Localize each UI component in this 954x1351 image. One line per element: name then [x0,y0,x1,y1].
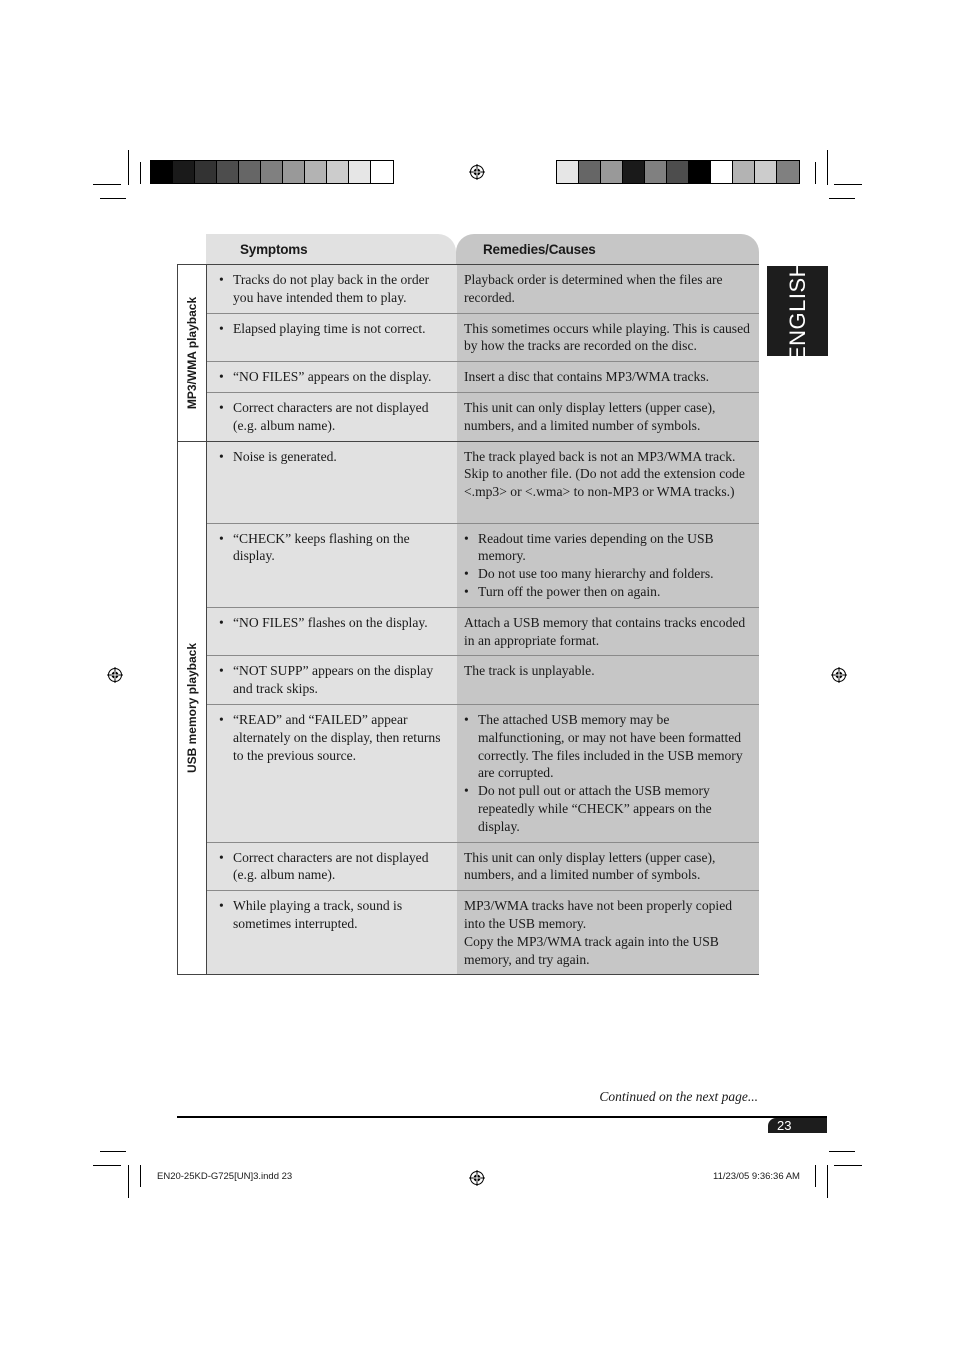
bullet-icon: • [464,566,469,582]
color-bar-icon [556,160,800,184]
table-row [207,314,759,363]
remedy-text: Attach a USB memory that contains tracks encoded in an appropriate format. [464,614,746,648]
bullet-icon: • [464,783,469,799]
remedy-text: The track played back is not an MP3/WMA track. Skip to another file. (Do not add the extension code <.mp3> or <.wma> to non-MP3 or WMA tracks.) [464,448,745,500]
language-tab-label: ENGLISH [784,260,810,362]
color-swatch [601,161,623,183]
section-label-text: USB memory playback [185,642,199,773]
color-swatch [667,161,689,183]
color-swatch [777,161,799,183]
symptom-text: Elapsed playing time is not correct. [233,320,426,336]
symptom [219,320,449,338]
symptom [219,448,449,466]
color-swatch [557,161,579,183]
remedy-text: Insert a disc that contains MP3/WMA tracks. [464,369,710,385]
section-label [178,265,207,441]
symptom-cell [207,314,457,362]
remedy-bullet [464,565,753,583]
remedy-cell [457,843,759,891]
remedy-bullet-text: The attached USB memory may be malfunctioning, or may not have been formatted correctly. The files included in the USB memory are corrupted. [478,711,743,781]
remedy-bullet [464,583,753,601]
footer-rule [177,1116,827,1118]
table-row [207,265,759,314]
symptom [219,662,449,698]
remedy-text: The track is unplayable. [464,663,595,679]
symptom [219,614,449,632]
remedy-cell [457,608,759,656]
remedy-bullet-text: Turn off the power then on again. [478,583,661,599]
symptom-text: “NO FILES” appears on the display. [233,369,432,385]
color-swatch [195,161,217,183]
symptom-text: Correct characters are not displayed (e.g. album name). [233,399,429,433]
symptom-cell [207,362,457,392]
remedy-cell [457,524,759,607]
section-label-text: MP3/WMA playback [185,296,199,409]
bullet-icon: • [219,711,224,727]
symptom [219,271,449,307]
table-row [207,393,759,441]
bullet-icon: • [219,614,224,630]
remedy-line: MP3/WMA tracks have not been properly copied into the USB memory. [464,898,733,931]
color-swatch [579,161,601,183]
color-swatch [151,161,173,183]
remedy-cell [457,265,759,313]
symptom [219,849,449,885]
section-rows [207,265,759,441]
bullet-icon: • [219,272,224,287]
table-row [207,843,759,892]
file-slug: EN20-25KD-G725[UN]3.indd 23 [157,1171,293,1182]
color-swatch [689,161,711,183]
registration-mark-icon [107,667,123,683]
table-row [207,524,759,608]
symptom-cell [207,265,457,313]
symptom-cell [207,393,457,441]
remedy-bullet [464,782,753,835]
remedy-cell [457,891,759,974]
bullet-icon: • [464,583,469,599]
symptom-cell [207,442,457,523]
table-row [207,608,759,657]
symptom-text: While playing a track, sound is sometimes interrupted. [233,898,403,931]
color-swatch [261,161,283,183]
symptom-text: “READ” and “FAILED” appear alternately on the display, then returns to the previous source. [233,711,441,763]
symptom-text: Tracks do not play back in the order you have intended them to play. [233,272,430,305]
symptom [219,368,449,386]
bullet-icon: • [219,663,224,679]
table-row [207,442,759,524]
color-bar-icon [150,160,394,184]
symptom-cell [207,608,457,656]
table-row [207,656,759,705]
remedy-cell [457,362,759,392]
symptom-cell [207,524,457,607]
page-number: 23 [777,1118,792,1133]
remedy-cell [457,393,759,441]
color-swatch [371,161,393,183]
registration-mark-icon [831,667,847,683]
remedy-bullet-text: Do not pull out or attach the USB memory repeatedly while “CHECK” appears on the display. [478,783,712,834]
remedy-line: Copy the MP3/WMA track again into the USB memory, and try again. [464,933,719,967]
color-swatch [755,161,777,183]
bullet-icon: • [464,711,469,727]
remedy-bullet [464,711,753,782]
color-swatch [623,161,645,183]
symptom [219,711,449,764]
table-row [207,705,759,843]
registration-mark-icon [469,164,485,180]
registration-mark-icon [469,1170,485,1186]
section-rows [207,442,759,975]
symptoms-header-label: Symptoms [240,242,308,257]
table-row [207,891,759,974]
color-swatch [711,161,733,183]
continued-note: Continued on the next page... [599,1089,758,1104]
remedy-text: Playback order is determined when the files are recorded. [464,272,723,305]
bullet-icon: • [219,530,224,546]
symptom-cell [207,891,457,974]
remedy-bullet-text: Do not use too many hierarchy and folders. [478,566,714,582]
symptom [219,399,449,435]
bullet-icon: • [464,530,469,546]
bullet-icon: • [219,849,224,865]
table-section [177,265,759,442]
symptom-text: Noise is generated. [233,448,337,464]
color-swatch [283,161,305,183]
remedy-cell [457,705,759,842]
color-swatch [217,161,239,183]
remedy-cell [457,442,759,523]
color-swatch [327,161,349,183]
remedy-bullet-text: Readout time varies depending on the USB memory. [478,530,714,564]
symptom-text: “NOT SUPP” appears on the display and track skips. [233,663,434,697]
table-section [177,442,759,976]
symptom-text: “NO FILES” flashes on the display. [233,614,428,630]
symptoms-header [206,234,456,264]
remedies-header-label: Remedies/Causes [483,242,596,257]
symptom [219,530,449,566]
symptom-cell [207,843,457,891]
symptom-cell [207,656,457,704]
color-swatch [239,161,261,183]
remedy-bullet [464,530,753,566]
bullet-icon: • [219,320,224,336]
color-swatch [173,161,195,183]
troubleshooting-table [177,264,759,975]
date-slug: 11/23/05 9:36:36 AM [713,1171,800,1182]
remedy-text: This unit can only display letters (upper case), numbers, and a limited number of symbols. [464,849,716,883]
symptom [219,897,449,933]
remedies-header [456,234,759,264]
color-swatch [305,161,327,183]
color-swatch [733,161,755,183]
color-swatch [645,161,667,183]
symptom-cell [207,705,457,842]
remedy-cell [457,314,759,362]
color-swatch [349,161,371,183]
section-label [178,442,207,975]
symptom-text: Correct characters are not displayed (e.g. album name). [233,849,429,883]
symptom-text: “CHECK” keeps flashing on the display. [233,530,410,564]
remedy-cell [457,656,759,704]
table-row [207,362,759,393]
bullet-icon: • [219,448,224,464]
page-number-tab [768,1118,827,1133]
bullet-icon: • [219,369,224,385]
remedy-text: This sometimes occurs while playing. This is caused by how the tracks are recorded on the disc. [464,320,750,354]
bullet-icon: • [219,399,224,415]
remedy-text: This unit can only display letters (upper case), numbers, and a limited number of symbols. [464,399,716,433]
bullet-icon: • [219,898,224,914]
language-tab [767,260,828,362]
